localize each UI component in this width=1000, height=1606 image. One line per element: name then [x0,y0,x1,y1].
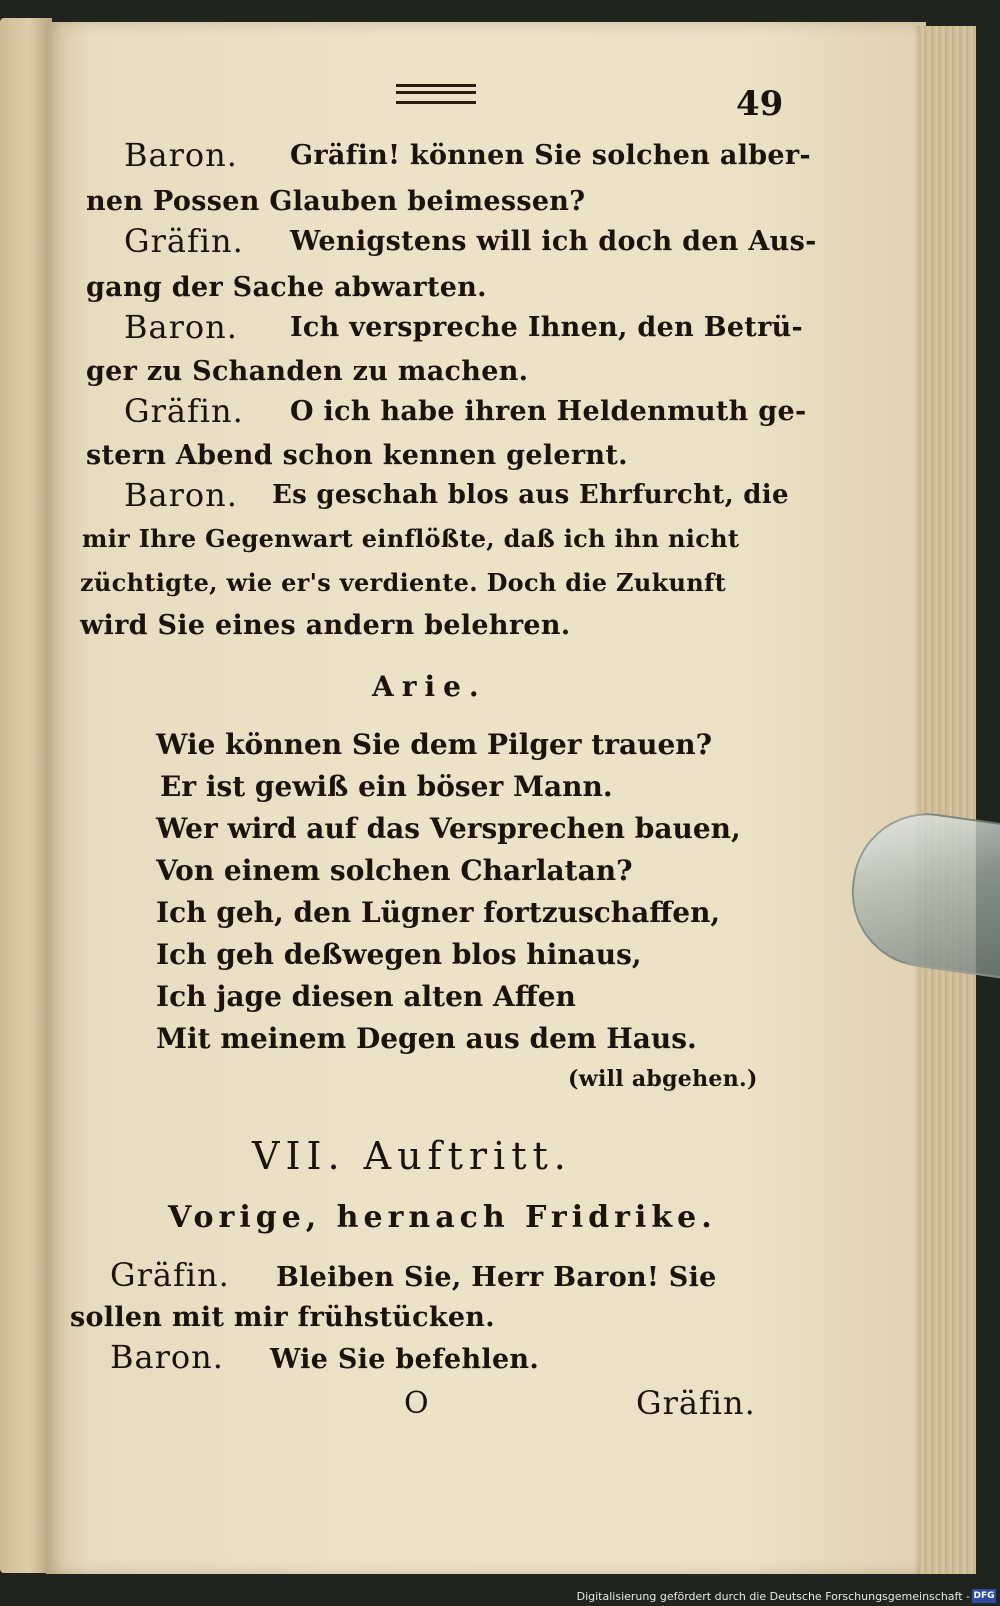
dialogue-line: wird Sie eines andern belehren. [80,610,571,641]
dialogue-line: stern Abend schon kennen gelernt. [86,440,628,471]
aria-verse: Von einem solchen Charlatan? [156,854,633,887]
dialogue-line: Bleiben Sie, Herr Baron! Sie [276,1262,717,1293]
aria-verse: Wer wird auf das Versprechen bauen, [156,812,741,845]
speaker-label: Baron. [124,136,238,174]
speaker-label: Baron. [124,476,238,514]
aria-title: Arie. [372,670,487,703]
speaker-label: Gräfin. [110,1256,230,1294]
header-rule [396,84,476,104]
scene-title: VII. Auftritt. [252,1134,572,1178]
aria-verse: Ich geh, den Lügner fortzuschaffen, [156,896,721,929]
speaker-label: Gräfin. [124,222,244,260]
dialogue-line: sollen mit mir frühstücken. [70,1302,495,1333]
scene-cast: Vorige, hernach Fridrike. [168,1200,717,1235]
dialogue-line: züchtigte, wie er's verdiente. Doch die Zukunft [80,568,727,597]
speaker-label: Baron. [110,1338,224,1376]
dialogue-line: Es geschah blos aus Ehrfurcht, die [272,480,789,510]
catchword-left: O [404,1386,429,1421]
dialogue-line: Ich verspreche Ihnen, den Betrü- [290,312,804,343]
previous-page-edge [0,18,52,1573]
dfg-logo: DFG [973,1591,995,1601]
dialogue-line: Wie Sie befehlen. [270,1344,540,1375]
dialogue-line: mir Ihre Gegenwart einflößte, daß ich ihn nicht [82,524,740,553]
dialogue-line: nen Possen Glauben beimessen? [86,186,586,217]
dialogue-line: gang der Sache abwarten. [86,272,487,303]
stage-direction: (will abgehen.) [568,1066,758,1092]
dialogue-line: O ich habe ihren Heldenmuth ge- [290,396,807,427]
dialogue-line: Wenigstens will ich doch den Aus- [290,226,817,257]
speaker-label: Gräfin. [124,392,244,430]
page-stack-edge [920,26,976,1574]
aria-verse: Ich geh deßwegen blos hinaus, [156,938,642,971]
aria-verse: Er ist gewiß ein böser Mann. [160,770,613,803]
digitization-credit: Digitalisierung gefördert durch die Deutsche Forschungsgemeinschaft - [576,1590,970,1603]
catchword-right: Gräfin. [636,1384,756,1422]
dialogue-line: ger zu Schanden zu machen. [86,356,529,387]
dialogue-line: Gräfin! können Sie solchen alber- [290,140,811,171]
aria-verse: Mit meinem Degen aus dem Haus. [156,1022,697,1055]
page-number: 49 [736,84,784,124]
aria-verse: Wie können Sie dem Pilger trauen? [156,728,713,761]
speaker-label: Baron. [124,308,238,346]
aria-verse: Ich jage diesen alten Affen [156,980,576,1013]
